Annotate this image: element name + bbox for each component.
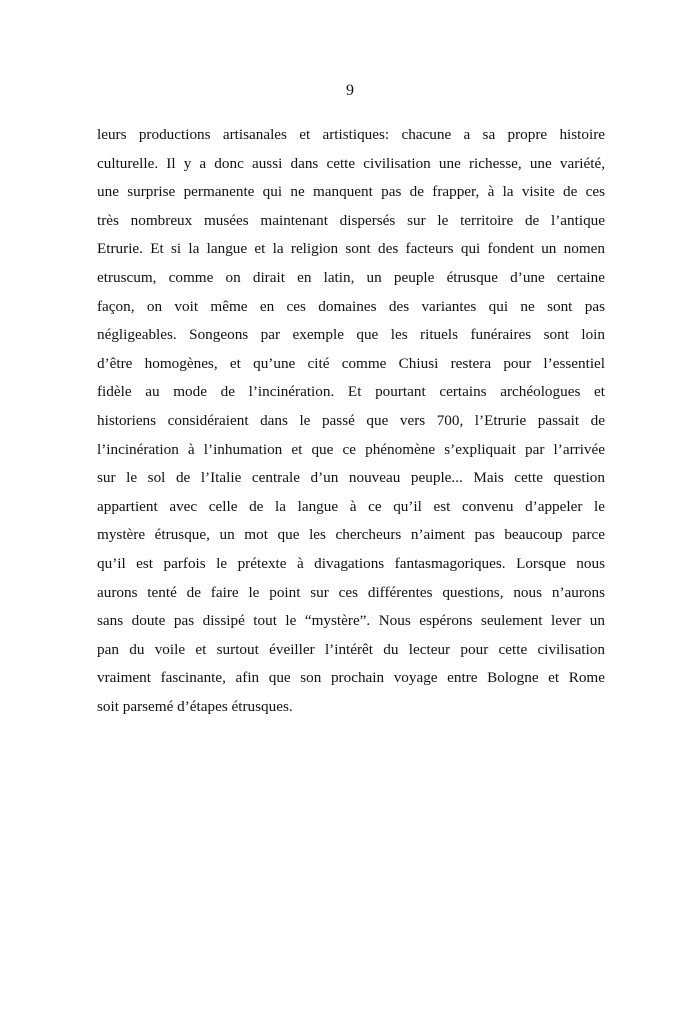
text-line: négligeables. Songeons par exemple que les rituels funéraires sont loin — [97, 326, 605, 344]
text-line: mystère étrusque, un mot que les chercheurs n’aiment pas beaucoup parce — [97, 526, 605, 544]
text-line: leurs productions artisanales et artistiques: chacune a sa propre histoire — [97, 126, 605, 143]
text-line: très nombreux musées maintenant dispersés sur le territoire de l’antique — [97, 211, 605, 229]
body-paragraph — [97, 121, 605, 721]
text-line: qu’il est parfois le prétexte à divagations fantasmagoriques. Lorsque nous — [97, 554, 605, 572]
text-line: pan du voile et surtout éveiller l’intérêt du lecteur pour cette civilisation — [97, 640, 605, 658]
text-line: appartient avec celle de la langue à ce qu’il est convenu d’appeler le — [97, 497, 605, 515]
text-line: vraiment fascinante, afin que son prochain voyage entre Bologne et Rome — [97, 669, 605, 687]
text-line: l’incinération à l’inhumation et que ce phénomène s’expliquait par l’arrivée — [97, 440, 605, 458]
text-line: historiens considéraient dans le passé que vers 700, l’Etrurie passait de — [97, 411, 605, 429]
text-line: soit parsemé d’étapes étrusques. — [97, 697, 293, 715]
text-line: une surprise permanente qui ne manquent pas de frapper, à la visite de ces — [97, 183, 605, 201]
text-line: fidèle au mode de l’incinération. Et pourtant certains archéologues et — [97, 383, 605, 401]
text-line: culturelle. Il y a donc aussi dans cette civilisation une richesse, une variété, — [97, 154, 605, 172]
page-number: 9 — [346, 82, 354, 99]
text-line: aurons tenté de faire le point sur ces différentes questions, nous n’aurons — [97, 583, 605, 601]
text-line: etruscum, comme on dirait en latin, un peuple étrusque d’une certaine — [97, 268, 605, 286]
text-line: sur le sol de l’Italie centrale d’un nouveau peuple... Mais cette question — [97, 469, 605, 487]
text-line: sans doute pas dissipé tout le “mystère”. Nous espérons seulement lever un — [97, 612, 605, 630]
text-line: d’être homogènes, et qu’une cité comme Chiusi restera pour l’essentiel — [97, 354, 605, 372]
text-line: façon, on voit même en ces domaines des variantes qui ne sont pas — [97, 297, 605, 315]
text-line: Etrurie. Et si la langue et la religion sont des facteurs qui fondent un nomen — [97, 240, 605, 258]
